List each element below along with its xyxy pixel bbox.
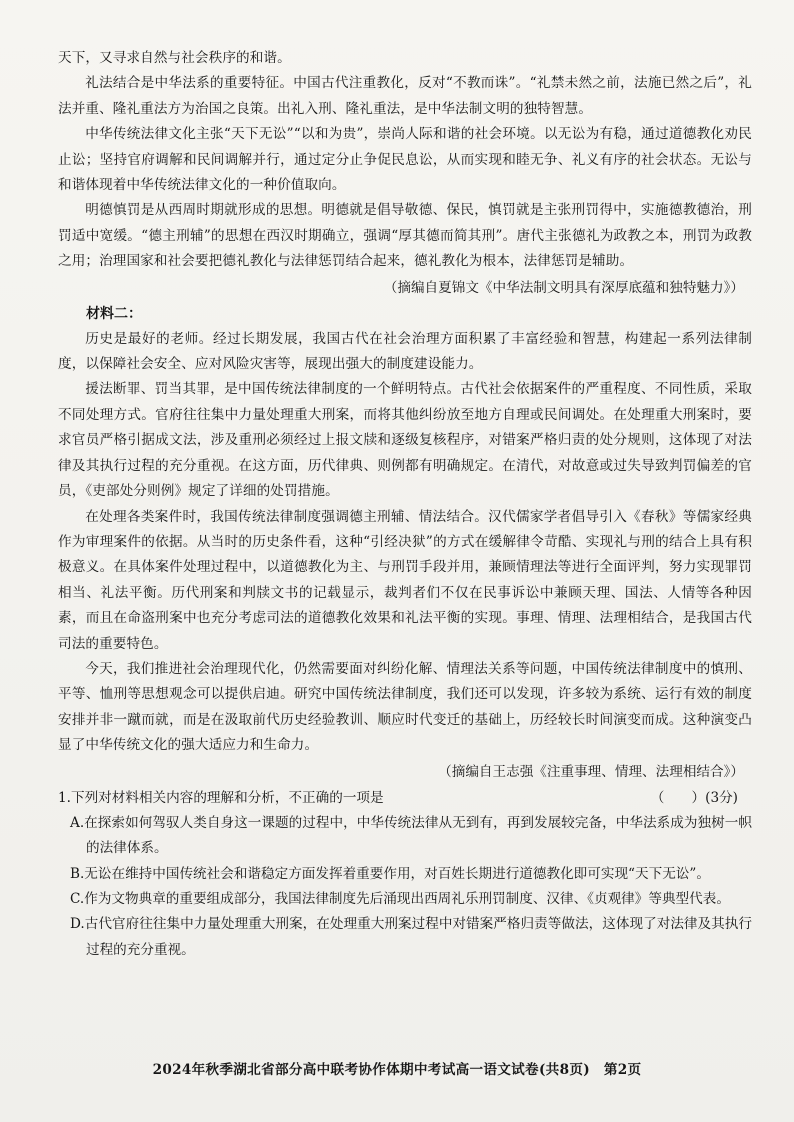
option-b: B.无讼在维持中国传统社会和谐稳定方面发挥着重要作用，对百姓长期进行道德教化即可实现“天下无讼”。 (70, 865, 710, 882)
source-citation-2: （摘编自王志强《注重事理、情理、法理相结合》） (438, 763, 744, 780)
paragraph-history: 历史是最好的老师。经过长期发展，我国古代在社会治理方面积累了丰富经验和智慧，构建起一系列法律制度，以保障社会安全、应对风险灾害等，展现出强大的制度建设能力。 (58, 330, 752, 373)
paragraph-wu-song: 中华传统法律文化主张“天下无讼”“以和为贵”，崇尚人际和谐的社会环境。以无讼为有稳，通过道德教化劝民止讼；坚持官府调解和民间调解并行，通过定分止争促民息讼，从而实现和睦无争、礼义有序的社会状态。无讼与和谐体现着中华传统法律文化的一种价值取向。 (58, 126, 752, 194)
paragraph-continued: 天下，又寻求自然与社会秩序的和谐。 (58, 50, 291, 66)
question-1 (58, 786, 752, 811)
option-d: D.古代官府往往集中力量处理重大刑案，在处理重大刑案过程中对错案严格归责等做法，这体现了对法律及其执行过程的充分重视。 (70, 916, 752, 958)
material-2-heading: 材料二： (86, 305, 142, 322)
paragraph-de-zhu: 在处理各类案件时，我国传统法律制度强调德主刑辅、情法结合。汉代儒家学者倡导引入《春秋》等儒家经典作为审理案件的依据。从当时的历史条件看，这种“引经决狱”的方式在缓解律令苛酷、实现礼与刑的结合上具有积极意义。在具体案件处理过程中，以道德教化为主、与刑罚手段并用，兼顾情理法等进行全面评判，努力实现罪罚相当、礼法平衡。历代刑案和判牍文书的记载显示，裁判者们不仅在民事诉讼中兼顾天理、国法、人情等各种因素，而且在命盗刑案中也充分考虑司法的道德教化效果和礼法平衡的实现。事理、情理、法理相结合，是我国古代司法的重要特色。 (58, 508, 752, 652)
page-footer: 2024年秋季湖北省部分高中联考协作体期中考试高一语文试卷(共8页) 第2页 (152, 1062, 642, 1078)
option-c: C.作为文物典章的重要组成部分，我国法律制度先后涌现出西周礼乐刑罚制度、汉律、《贞观律》等典型代表。 (70, 890, 730, 907)
paragraph-ming-de: 明德慎罚是从西周时期就形成的思想。明德就是倡导敬德、保民，慎罚就是主张刑罚得中，实施德教德治，刑罚适中宽缓。“德主刑辅”的思想在西汉时期确立，强调“厚其德而简其刑”。唐代主张德礼为政教之本，刑罚为政教之用；治理国家和社会要把德礼教化与法律惩罚结合起来，德礼教化为根本，法律惩罚是辅助。 (58, 202, 752, 270)
option-a: A.在探索如何驾驭人类自身这一课题的过程中，中华传统法律从无到有，再到发展较完备，中华法系成为独树一帜的法律体系。 (70, 814, 752, 857)
paragraph-yuan-fa: 援法断罪、罚当其罪，是中国传统法律制度的一个鲜明特点。古代社会依据案件的严重程度、不同性质，采取不同处理方式。官府往往集中力量处理重大刑案，而将其他纠纷放至地方自理或民间调处。在处理重大刑案时，要求官员严格引据成文法，涉及重刑必须经过上报文牍和逐级复核程序，对错案严格归责的处分规则，这体现了对法律及其执行过程的充分重视。在这方面，历代律典、则例都有明确规定。在清代，对故意或过失导致判罚偏差的官员，《吏部处分则例》规定了详细的处罚措施。 (58, 381, 752, 500)
paragraph-today: 今天，我们推进社会治理现代化，仍然需要面对纠纷化解、情理法关系等问题，中国传统法律制度中的慎刑、平等、恤刑等思想观念可以提供启迪。研究中国传统法律制度，我们还可以发现，许多较为系统、运行有效的制度安排并非一蹴而就，而是在汲取前代历史经验教训、顺应时代变迁的基础上，历经较长时间演变而成。这种演变凸显了中华传统文化的强大适应力和生命力。 (58, 660, 752, 754)
question-1-answer-blank[interactable]: （ ）(3分) (650, 789, 738, 806)
source-citation-1: （摘编自夏锦文《中华法制文明具有深厚底蕴和独特魅力》） (383, 279, 744, 296)
paragraph-li-fa: 礼法结合是中华法系的重要特征。中国古代注重教化，反对“不教而诛”。“礼禁未然之前，法施已然之后”，礼法并重、隆礼重法方为治国之良策。出礼入刑、隆礼重法，是中华法制文明的独特智慧。 (58, 75, 752, 117)
question-1-stem: 1.下列对材料相关内容的理解和分析，不正确的一项是 (58, 789, 384, 806)
